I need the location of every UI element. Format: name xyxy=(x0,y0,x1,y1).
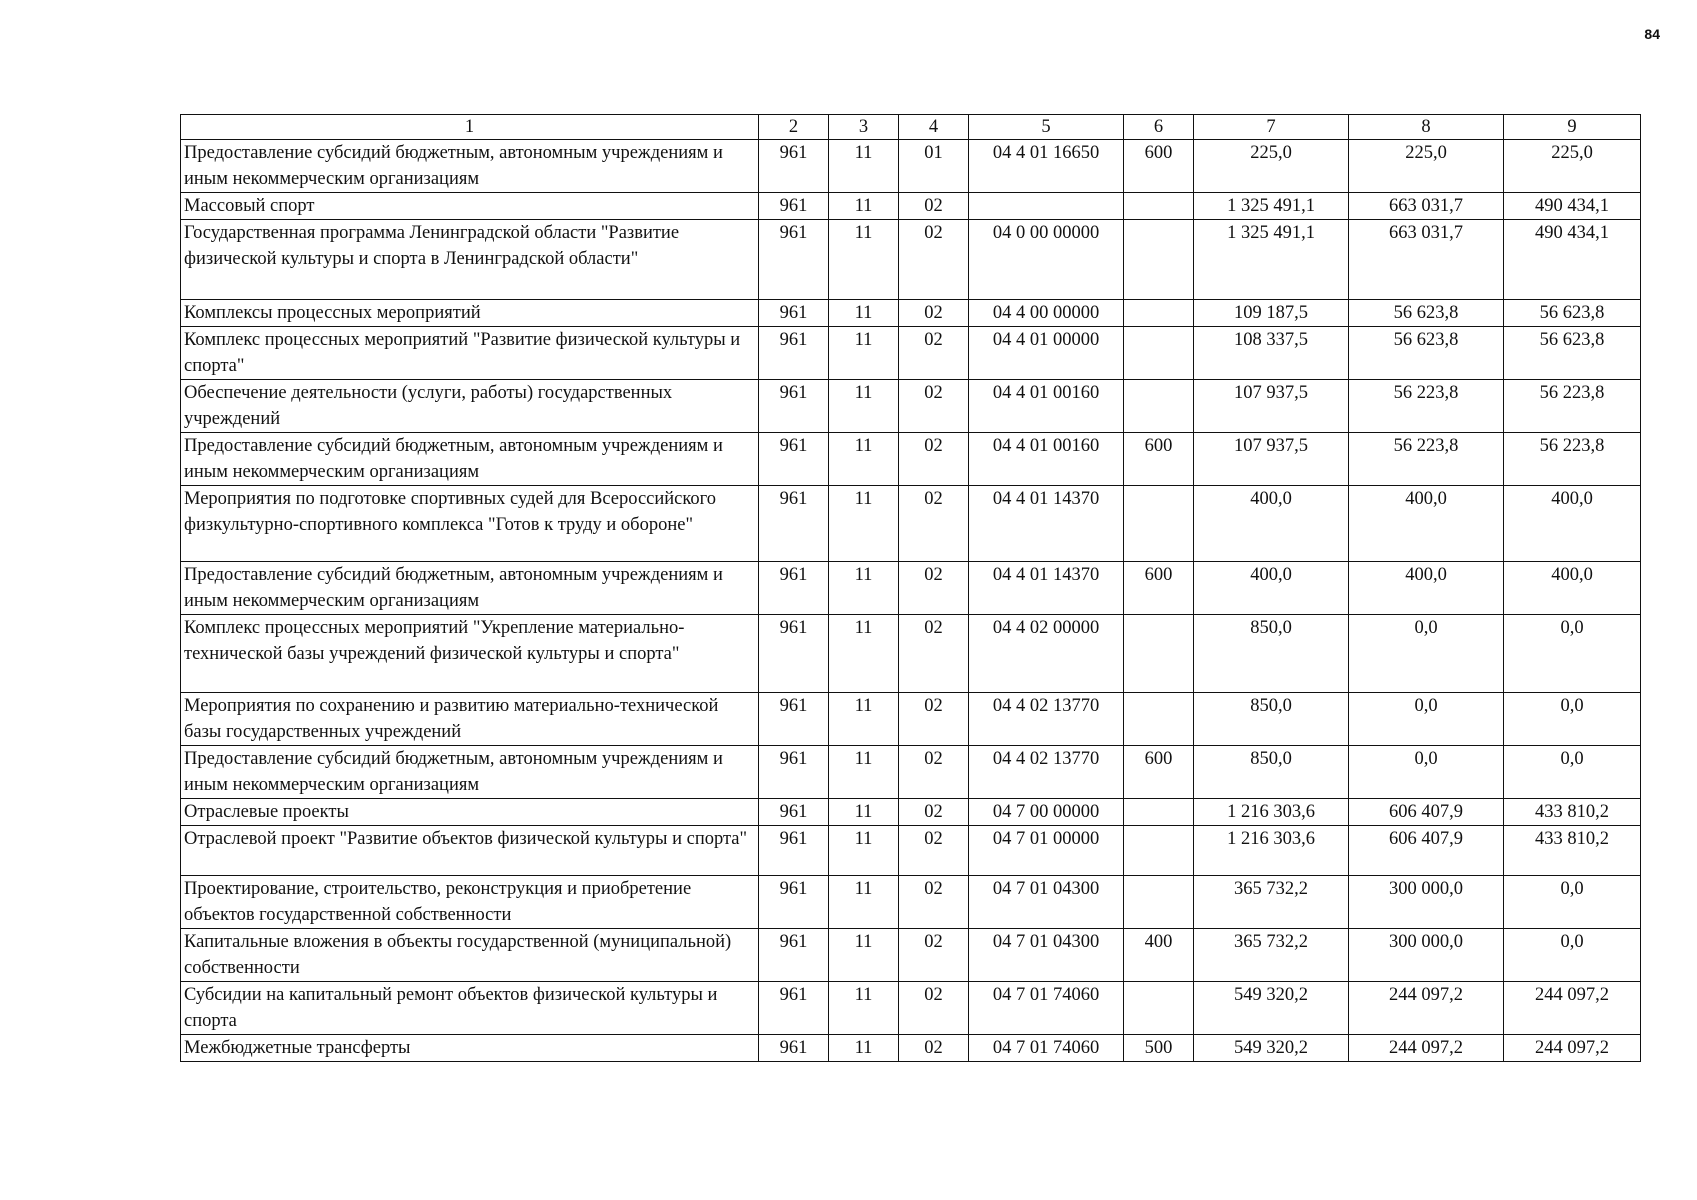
table-row xyxy=(181,193,1641,220)
budget-table xyxy=(180,114,1641,1062)
cell-col-6 xyxy=(1124,799,1194,826)
cell-col-5: 04 4 02 13770 xyxy=(969,746,1124,799)
cell-col-8: 56 623,8 xyxy=(1349,327,1504,380)
cell-col-7: 549 320,2 xyxy=(1194,982,1349,1035)
cell-col-3: 11 xyxy=(829,300,899,327)
cell-col-2: 961 xyxy=(759,300,829,327)
table-row xyxy=(181,746,1641,799)
cell-col-3: 11 xyxy=(829,693,899,746)
cell-col-5 xyxy=(969,193,1124,220)
table-row xyxy=(181,693,1641,746)
cell-col-3: 11 xyxy=(829,615,899,693)
cell-col-2: 961 xyxy=(759,140,829,193)
cell-col-4: 02 xyxy=(899,433,969,486)
cell-col-9: 433 810,2 xyxy=(1504,826,1641,876)
cell-col-5: 04 4 02 00000 xyxy=(969,615,1124,693)
cell-col-8: 400,0 xyxy=(1349,486,1504,562)
cell-col-7: 400,0 xyxy=(1194,562,1349,615)
cell-col-2: 961 xyxy=(759,929,829,982)
cell-col-4: 02 xyxy=(899,982,969,1035)
cell-col-8: 663 031,7 xyxy=(1349,193,1504,220)
row-name: Массовый спорт xyxy=(181,193,759,220)
cell-col-3: 11 xyxy=(829,486,899,562)
cell-col-7: 1 325 491,1 xyxy=(1194,220,1349,300)
cell-col-2: 961 xyxy=(759,327,829,380)
cell-col-9: 56 623,8 xyxy=(1504,300,1641,327)
cell-col-2: 961 xyxy=(759,380,829,433)
cell-col-3: 11 xyxy=(829,826,899,876)
column-header-8: 8 xyxy=(1349,115,1504,140)
cell-col-4: 02 xyxy=(899,876,969,929)
cell-col-2: 961 xyxy=(759,876,829,929)
cell-col-3: 11 xyxy=(829,193,899,220)
cell-col-5: 04 7 01 04300 xyxy=(969,929,1124,982)
cell-col-4: 02 xyxy=(899,826,969,876)
cell-col-8: 244 097,2 xyxy=(1349,1035,1504,1062)
cell-col-8: 400,0 xyxy=(1349,562,1504,615)
row-name: Обеспечение деятельности (услуги, работы) государственных учреждений xyxy=(181,380,759,433)
cell-col-4: 02 xyxy=(899,746,969,799)
cell-col-4: 01 xyxy=(899,140,969,193)
cell-col-6: 400 xyxy=(1124,929,1194,982)
page-number: 84 xyxy=(1644,26,1660,42)
cell-col-5: 04 4 02 13770 xyxy=(969,693,1124,746)
cell-col-2: 961 xyxy=(759,486,829,562)
cell-col-3: 11 xyxy=(829,327,899,380)
cell-col-3: 11 xyxy=(829,799,899,826)
cell-col-6: 600 xyxy=(1124,746,1194,799)
cell-col-4: 02 xyxy=(899,220,969,300)
cell-col-2: 961 xyxy=(759,826,829,876)
cell-col-6: 600 xyxy=(1124,433,1194,486)
cell-col-2: 961 xyxy=(759,1035,829,1062)
cell-col-5: 04 0 00 00000 xyxy=(969,220,1124,300)
cell-col-8: 663 031,7 xyxy=(1349,220,1504,300)
row-name: Государственная программа Ленинградской области "Развитие физической культуры и спорта в Ленинградской области" xyxy=(181,220,759,300)
cell-col-6: 600 xyxy=(1124,562,1194,615)
table-row xyxy=(181,380,1641,433)
table-row xyxy=(181,562,1641,615)
cell-col-9: 0,0 xyxy=(1504,615,1641,693)
row-name: Мероприятия по сохранению и развитию материально-технической базы государственных учреждений xyxy=(181,693,759,746)
table-row xyxy=(181,982,1641,1035)
table-row xyxy=(181,327,1641,380)
table-row xyxy=(181,486,1641,562)
cell-col-8: 0,0 xyxy=(1349,693,1504,746)
cell-col-5: 04 4 01 16650 xyxy=(969,140,1124,193)
cell-col-9: 244 097,2 xyxy=(1504,1035,1641,1062)
cell-col-3: 11 xyxy=(829,876,899,929)
table-row xyxy=(181,300,1641,327)
column-header-7: 7 xyxy=(1194,115,1349,140)
cell-col-3: 11 xyxy=(829,746,899,799)
row-name: Предоставление субсидий бюджетным, автономным учреждениям и иным некоммерческим организациям xyxy=(181,433,759,486)
cell-col-4: 02 xyxy=(899,799,969,826)
cell-col-8: 300 000,0 xyxy=(1349,876,1504,929)
cell-col-3: 11 xyxy=(829,1035,899,1062)
cell-col-8: 56 223,8 xyxy=(1349,433,1504,486)
cell-col-5: 04 7 00 00000 xyxy=(969,799,1124,826)
cell-col-5: 04 4 01 14370 xyxy=(969,486,1124,562)
cell-col-4: 02 xyxy=(899,1035,969,1062)
cell-col-8: 606 407,9 xyxy=(1349,799,1504,826)
table-row xyxy=(181,615,1641,693)
table-row xyxy=(181,433,1641,486)
cell-col-8: 56 623,8 xyxy=(1349,300,1504,327)
cell-col-4: 02 xyxy=(899,300,969,327)
cell-col-2: 961 xyxy=(759,615,829,693)
cell-col-9: 400,0 xyxy=(1504,486,1641,562)
cell-col-4: 02 xyxy=(899,615,969,693)
cell-col-9: 490 434,1 xyxy=(1504,193,1641,220)
cell-col-8: 244 097,2 xyxy=(1349,982,1504,1035)
cell-col-4: 02 xyxy=(899,380,969,433)
table-row xyxy=(181,826,1641,876)
row-name: Капитальные вложения в объекты государственной (муниципальной) собственности xyxy=(181,929,759,982)
table-row xyxy=(181,220,1641,300)
cell-col-7: 225,0 xyxy=(1194,140,1349,193)
cell-col-7: 365 732,2 xyxy=(1194,929,1349,982)
cell-col-7: 1 325 491,1 xyxy=(1194,193,1349,220)
cell-col-6 xyxy=(1124,876,1194,929)
row-name: Предоставление субсидий бюджетным, автономным учреждениям и иным некоммерческим организациям xyxy=(181,562,759,615)
row-name: Комплекс процессных мероприятий "Укрепление материально-технической базы учреждений физической культуры и спорта" xyxy=(181,615,759,693)
cell-col-6: 500 xyxy=(1124,1035,1194,1062)
cell-col-2: 961 xyxy=(759,746,829,799)
cell-col-9: 0,0 xyxy=(1504,929,1641,982)
cell-col-3: 11 xyxy=(829,140,899,193)
cell-col-5: 04 4 01 00000 xyxy=(969,327,1124,380)
row-name: Мероприятия по подготовке спортивных судей для Всероссийского физкультурно-спортивного комплекса "Готов к труду и обороне" xyxy=(181,486,759,562)
column-header-1: 1 xyxy=(181,115,759,140)
cell-col-2: 961 xyxy=(759,693,829,746)
cell-col-4: 02 xyxy=(899,929,969,982)
cell-col-9: 0,0 xyxy=(1504,876,1641,929)
row-name: Отраслевой проект "Развитие объектов физической культуры и спорта" xyxy=(181,826,759,876)
row-name: Предоставление субсидий бюджетным, автономным учреждениям и иным некоммерческим организациям xyxy=(181,140,759,193)
column-header-3: 3 xyxy=(829,115,899,140)
row-name: Отраслевые проекты xyxy=(181,799,759,826)
cell-col-9: 0,0 xyxy=(1504,746,1641,799)
cell-col-3: 11 xyxy=(829,982,899,1035)
header-row xyxy=(181,115,1641,140)
cell-col-3: 11 xyxy=(829,433,899,486)
cell-col-8: 0,0 xyxy=(1349,746,1504,799)
cell-col-7: 850,0 xyxy=(1194,615,1349,693)
row-name: Комплексы процессных мероприятий xyxy=(181,300,759,327)
cell-col-5: 04 7 01 00000 xyxy=(969,826,1124,876)
cell-col-7: 107 937,5 xyxy=(1194,380,1349,433)
cell-col-4: 02 xyxy=(899,486,969,562)
cell-col-6 xyxy=(1124,982,1194,1035)
cell-col-6 xyxy=(1124,826,1194,876)
row-name: Проектирование, строительство, реконструкция и приобретение объектов государственной собственности xyxy=(181,876,759,929)
cell-col-6 xyxy=(1124,380,1194,433)
table-row xyxy=(181,799,1641,826)
cell-col-2: 961 xyxy=(759,562,829,615)
cell-col-6 xyxy=(1124,220,1194,300)
cell-col-6 xyxy=(1124,300,1194,327)
cell-col-2: 961 xyxy=(759,799,829,826)
cell-col-6 xyxy=(1124,193,1194,220)
cell-col-5: 04 4 01 00160 xyxy=(969,433,1124,486)
cell-col-5: 04 7 01 74060 xyxy=(969,1035,1124,1062)
cell-col-7: 1 216 303,6 xyxy=(1194,799,1349,826)
cell-col-7: 109 187,5 xyxy=(1194,300,1349,327)
cell-col-5: 04 4 01 14370 xyxy=(969,562,1124,615)
cell-col-9: 433 810,2 xyxy=(1504,799,1641,826)
cell-col-8: 225,0 xyxy=(1349,140,1504,193)
row-name: Межбюджетные трансферты xyxy=(181,1035,759,1062)
cell-col-7: 107 937,5 xyxy=(1194,433,1349,486)
cell-col-7: 850,0 xyxy=(1194,746,1349,799)
cell-col-5: 04 4 01 00160 xyxy=(969,380,1124,433)
cell-col-3: 11 xyxy=(829,929,899,982)
cell-col-6 xyxy=(1124,615,1194,693)
cell-col-2: 961 xyxy=(759,220,829,300)
cell-col-9: 56 223,8 xyxy=(1504,433,1641,486)
cell-col-4: 02 xyxy=(899,562,969,615)
cell-col-6 xyxy=(1124,486,1194,562)
cell-col-2: 961 xyxy=(759,982,829,1035)
cell-col-3: 11 xyxy=(829,220,899,300)
cell-col-4: 02 xyxy=(899,193,969,220)
table-row xyxy=(181,1035,1641,1062)
cell-col-3: 11 xyxy=(829,562,899,615)
cell-col-9: 490 434,1 xyxy=(1504,220,1641,300)
cell-col-4: 02 xyxy=(899,327,969,380)
column-header-4: 4 xyxy=(899,115,969,140)
cell-col-9: 244 097,2 xyxy=(1504,982,1641,1035)
cell-col-8: 0,0 xyxy=(1349,615,1504,693)
cell-col-9: 400,0 xyxy=(1504,562,1641,615)
column-header-6: 6 xyxy=(1124,115,1194,140)
cell-col-9: 225,0 xyxy=(1504,140,1641,193)
column-header-2: 2 xyxy=(759,115,829,140)
column-header-5: 5 xyxy=(969,115,1124,140)
cell-col-7: 108 337,5 xyxy=(1194,327,1349,380)
table-row xyxy=(181,929,1641,982)
column-header-9: 9 xyxy=(1504,115,1641,140)
cell-col-3: 11 xyxy=(829,380,899,433)
cell-col-4: 02 xyxy=(899,693,969,746)
cell-col-7: 400,0 xyxy=(1194,486,1349,562)
cell-col-7: 850,0 xyxy=(1194,693,1349,746)
row-name: Субсидии на капитальный ремонт объектов физической культуры и спорта xyxy=(181,982,759,1035)
cell-col-2: 961 xyxy=(759,433,829,486)
cell-col-9: 56 623,8 xyxy=(1504,327,1641,380)
row-name: Комплекс процессных мероприятий "Развитие физической культуры и спорта" xyxy=(181,327,759,380)
cell-col-5: 04 7 01 04300 xyxy=(969,876,1124,929)
cell-col-7: 549 320,2 xyxy=(1194,1035,1349,1062)
cell-col-6 xyxy=(1124,327,1194,380)
cell-col-8: 56 223,8 xyxy=(1349,380,1504,433)
table-row xyxy=(181,140,1641,193)
cell-col-8: 300 000,0 xyxy=(1349,929,1504,982)
cell-col-6 xyxy=(1124,693,1194,746)
cell-col-9: 56 223,8 xyxy=(1504,380,1641,433)
cell-col-7: 1 216 303,6 xyxy=(1194,826,1349,876)
cell-col-5: 04 4 00 00000 xyxy=(969,300,1124,327)
cell-col-6: 600 xyxy=(1124,140,1194,193)
cell-col-2: 961 xyxy=(759,193,829,220)
row-name: Предоставление субсидий бюджетным, автономным учреждениям и иным некоммерческим организациям xyxy=(181,746,759,799)
cell-col-7: 365 732,2 xyxy=(1194,876,1349,929)
cell-col-8: 606 407,9 xyxy=(1349,826,1504,876)
cell-col-5: 04 7 01 74060 xyxy=(969,982,1124,1035)
table-row xyxy=(181,876,1641,929)
cell-col-9: 0,0 xyxy=(1504,693,1641,746)
